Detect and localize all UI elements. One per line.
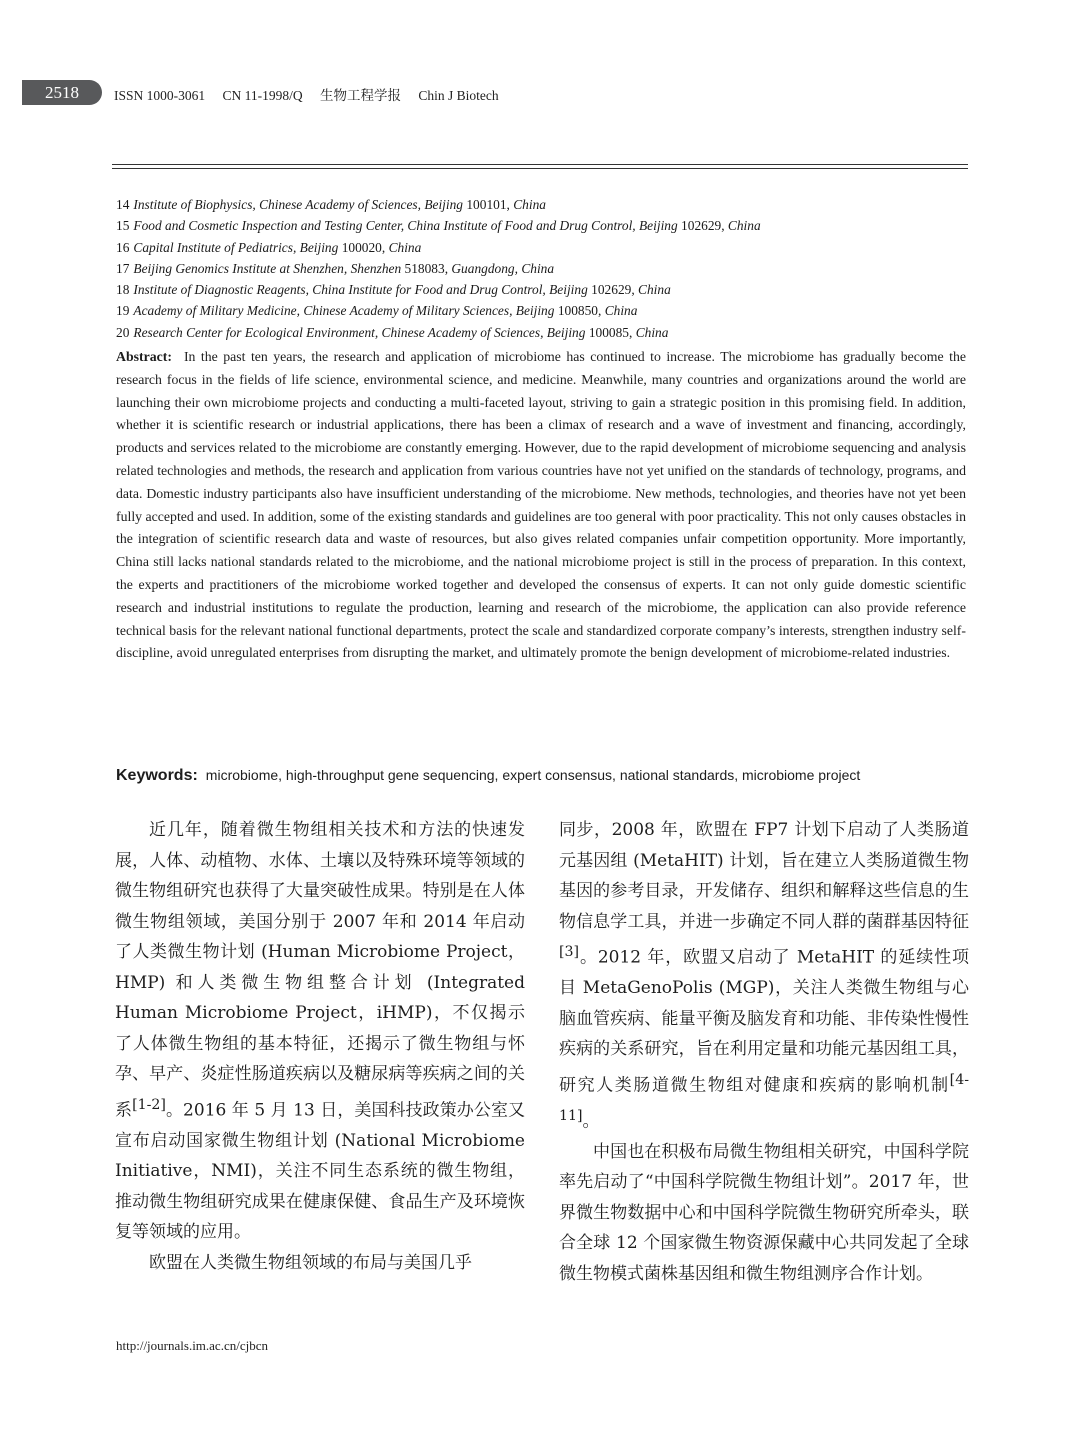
affiliation: 17 Beijing Genomics Institute at Shenzhen, Shenzhen 518083, Guangdong, China <box>116 260 555 276</box>
affiliation: 16 Capital Institute of Pediatrics, Beijing 100020, China <box>116 239 422 255</box>
citation: [1-2] <box>132 1096 166 1113</box>
body-column-left <box>115 815 525 1278</box>
keywords-label: Keywords: <box>116 767 198 784</box>
journal-title-en: Chin J Biotech <box>418 88 499 103</box>
journal-title-cn: 生物工程学报 <box>320 88 402 103</box>
cn-number: CN 11-1998/Q <box>222 88 303 103</box>
keywords <box>116 767 976 785</box>
page-number-badge: 2518 <box>22 80 102 105</box>
abstract-text: In the past ten years, the research and application of microbiome has continued to increase. The microbiome has gradually become the research focus in the fields of life science, environmental science, and medicine. Meanwhile, many countries and organizations around the world are launching their own microbiome projects and conducting a multi-faceted layout, striving to gain a strategic position in this promising field. In addition, whether it is scientific research or industrial applications, there has been a climax of research and a wave of investment and financing, accordingly, products and services related to the microbiome are constantly emerging. However, due to the rapid development of microbiome sequencing and analysis related technologies and methods, the research and application from various countries have not yet unified on the standards of technology, programs, and data. Domestic industry participants also have insufficient understanding of the microbiome. New methods, technologies, and theories have not yet been fully accepted and used. In addition, some of the existing standards and guidelines are too general with poor practicality. This not only causes obstacles in the integration of scientific research data and waste of resources, but also gives related companies unfair competition opportunity. More importantly, China still lacks national standards related to the microbiome, and the national microbiome project is still in the process of preparation. In this context, the experts and practitioners of the microbiome worked together and developed the consensus of experts. It can not only guide domestic scientific research and industrial institutions to regulate the production, learning and research of the microbiome, the application can also provide reference technical basis for the relevant national functional departments, protect the scale and standardized corporate company’s interests, strengthen industry self-discipline, avoid unregulated enterprises from disrupting the market, and ultimately promote the benign development of microbiome-related industries. <box>116 349 966 661</box>
body-column-right <box>559 815 969 1289</box>
affiliations-list <box>116 194 976 343</box>
citation: [3] <box>559 944 580 960</box>
keywords-text: microbiome, high-throughput gene sequencing, expert consensus, national standards, microbiome project <box>205 767 861 783</box>
footer-url: http://journals.im.ac.cn/cjbcn <box>116 1338 268 1353</box>
affiliation: 19 Academy of Military Medicine, Chinese Academy of Military Sciences, Beijing 100850, China <box>116 303 638 319</box>
citation: [4-11] <box>559 1071 969 1124</box>
running-head <box>114 84 513 104</box>
header-rule-bottom <box>112 168 968 169</box>
body-paragraph: 欧盟在人类微生物组领域的布局与美国几乎 <box>149 1252 472 1273</box>
abstract <box>116 346 966 665</box>
affiliation: 20 Research Center for Ecological Environment, Chinese Academy of Sciences, Beijing 100085, China <box>116 324 669 340</box>
header-rule-top <box>112 164 968 165</box>
affiliation: 14 Institute of Biophysics, Chinese Academy of Sciences, Beijing 100101, China <box>116 197 546 212</box>
body-paragraph: 近几年，随着微生物组相关技术和方法的快速发展，人体、动植物、水体、土壤以及特殊环境等领域的微生物组研究也获得了大量突破性成果。特别是在人体微生物组领域，美国分别于 2007 年和 2014 年启动了人类微生物计划 (Human Microbiome Project，HMP) 和人类微生物组整合计划 (Integrated Human Microbiome Project，iHMP)，不仅揭示了人体微生物组的基本特征，还揭示了微生物组与怀孕、早产、炎症性肠道疾病以及糖尿病等疾病之间的关系[1-2]。2016 年 5 月 13 日，美国科技政策办公室又宣布启动国家微生物组计划 (National Microbiome Initiative，NMI)，关注不同生态系统的微生物组，推动微生物组研究成果在健康保健、食品生产及环境恢复等领域的应用。 <box>115 820 526 1243</box>
abstract-label: Abstract: <box>116 349 172 364</box>
body-paragraph: 同步，2008 年，欧盟在 FP7 计划下启动了人类肠道元基因组 (MetaHIT) 计划，旨在建立人类肠道微生物基因的参考目录，开发储存、组织和解释这些信息的生物信息学工具，并进一步确定不同人群的菌群基因特征[3]。2012 年，欧盟又启动了 MetaHIT 的延续性项目 MetaGenoPolis (MGP)，关注人类微生物组与心脑血管疾病、能量平衡及脑发育和功能、非传染性慢性疾病的关系研究，旨在利用定量和功能元基因组工具，研究人类肠道微生物组对健康和疾病的影响机制[4-11]。 <box>559 820 969 1132</box>
affiliation: 15 Food and Cosmetic Inspection and Testing Center, China Institute of Food and Drug Control, Beijing 102629, China <box>116 218 761 234</box>
body-paragraph: 中国也在积极布局微生物组相关研究，中国科学院率先启动了“中国科学院微生物组计划”。2017 年，世界微生物数据中心和中国科学院微生物研究所牵头，联合全球 12 个国家微生物资源保藏中心共同发起了全球微生物模式菌株基因组和微生物组测序合作计划。 <box>559 1141 969 1284</box>
affiliation: 18 Institute of Diagnostic Reagents, China Institute for Food and Drug Control, Beijing 102629, China <box>116 282 671 298</box>
issn: ISSN 1000-3061 <box>114 88 206 103</box>
